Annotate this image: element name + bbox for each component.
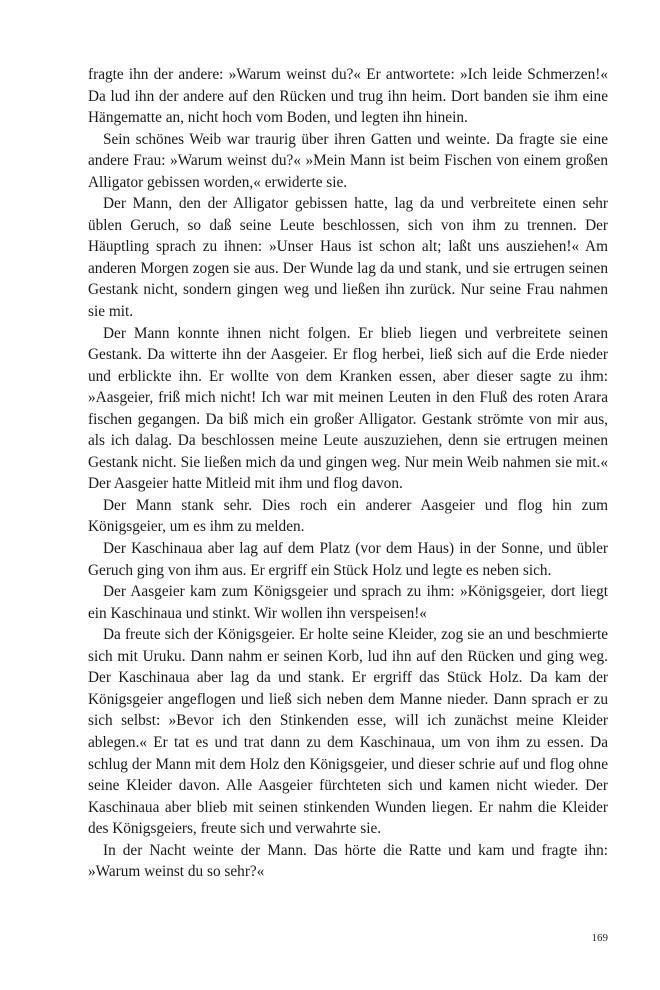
body-text — [88, 64, 608, 883]
paragraph-4: Der Mann konnte ihnen nicht folgen. Er blieb liegen und verbreitete seinen Gestank. Da witterte ihn der Aasgeier. Er flog herbei, ließ sich auf die Erde nieder und erblickte ihn. Er wollte von dem Kranken essen, aber dieser sagte zu ihm: »Aasgeier, friß mich nicht! Ich war mit meinen Leuten in den Fluß des roten Arara fischen gegangen. Da biß mich ein großer Alligator. Gestank strömte von mir aus, als ich dalag. Da beschlossen meine Leute auszuziehen, denn sie ertrugen meinen Gestank nicht. Sie ließen mich da und gingen weg. Nur mein Weib nahmen sie mit.« Der Aasgeier hatte Mitleid mit ihm und flog davon. — [88, 324, 608, 493]
paragraph-2: Sein schönes Weib war traurig über ihren Gatten und weinte. Da fragte sie eine andere Frau: »Warum weinst du?« »Mein Mann ist beim Fischen von einem großen Alligator gebissen worden,« erwiderte sie. — [88, 130, 608, 191]
paragraph-8: Da freute sich der Königsgeier. Er holte seine Kleider, zog sie an und beschmierte sich mit Uruku. Dann nahm er seinen Korb, lud ihn auf den Rücken und ging weg. Der Kaschinaua aber lag da und stank. Er ergriff das Stück Holz. Da kam der Königsgeier angeflogen und ließ sich neben dem Manne nieder. Dann sprach er zu sich selbst: »Bevor ich den Stinkenden esse, will ich zunächst meine Kleider ablegen.« Er tat es und trat dann zu dem Kaschinaua, um von ihm zu essen. Da schlug der Mann mit dem Holz den Königsgeier, und dieser schrie auf und flog ohne seine Kleider davon. Alle Aasgeier fürchteten sich und kamen nicht wieder. Der Kaschinaua aber blieb mit seinen stinkenden Wunden liegen. Er nahm die Kleider des Königsgeiers, freute sich und verwahrte sie. — [88, 626, 608, 838]
paragraph-1: fragte ihn der andere: »Warum weinst du?« Er antwortete: »Ich leide Schmerzen!« Da lud ihn der andere auf den Rücken und trug ihn heim. Dort banden sie ihm eine Hängematte an, nicht hoch vom Boden, und legten ihn hinein. — [88, 66, 608, 127]
paragraph-9: In der Nacht weinte der Mann. Das hörte die Ratte und kam und fragte ihn: »Warum weinst du so sehr?« — [88, 841, 608, 881]
paragraph-7: Der Aasgeier kam zum Königsgeier und sprach zu ihm: »Königsgeier, dort liegt ein Kaschinaua und stinkt. Wir wollen ihn verspeisen!« — [88, 583, 608, 622]
page-number: 169 — [591, 932, 608, 944]
paragraph-3: Der Mann, den der Alligator gebissen hatte, lag da und verbreitete einen sehr üblen Geruch, so daß seine Leute beschlossen, sich von ihm zu trennen. Der Häuptling sprach zu ihnen: »Unser Haus ist schon alt; laßt uns ausziehen!« Am anderen Morgen zogen sie aus. Der Wunde lag da und stank, und sie ertrugen seinen Gestank nicht, sondern gingen weg und ließen ihn zurück. Nur seine Frau nahmen sie mit. — [88, 195, 608, 321]
book-page — [88, 64, 608, 964]
paragraph-6: Der Kaschinaua aber lag auf dem Platz (vor dem Haus) in der Sonne, und übler Geruch ging von ihm aus. Er ergriff ein Stück Holz und legte es neben sich. — [88, 540, 608, 579]
paragraph-5: Der Mann stank sehr. Dies roch ein anderer Aasgeier und flog hin zum Königsgeier, um es ihm zu melden. — [88, 496, 608, 536]
